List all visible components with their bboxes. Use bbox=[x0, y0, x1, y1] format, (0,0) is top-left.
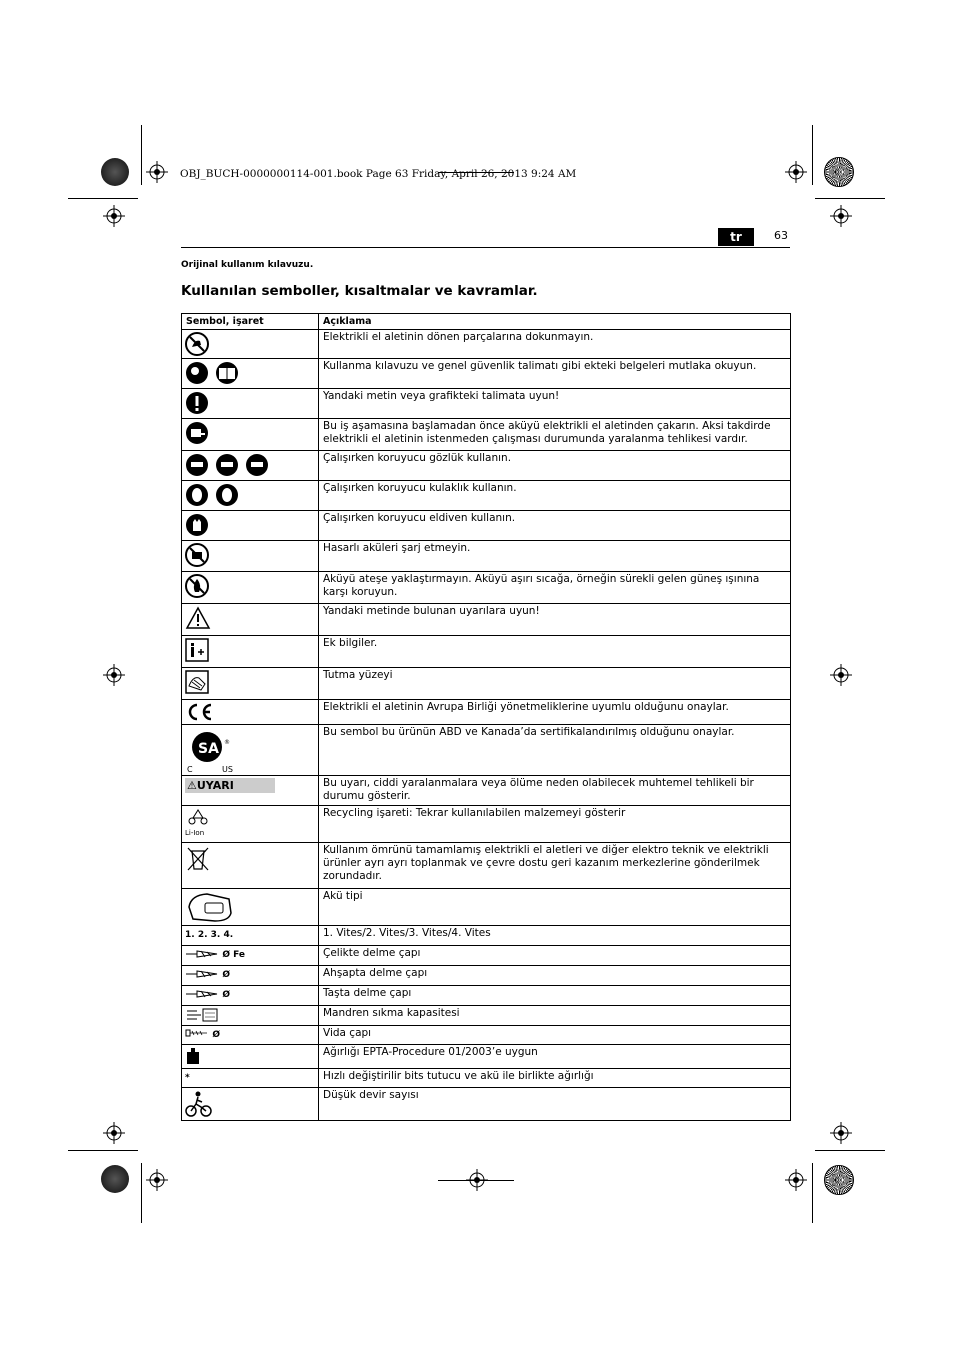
drill-stone-label: Ø bbox=[222, 990, 230, 1000]
svg-text:US: US bbox=[222, 765, 233, 773]
no-charge-damaged-icon bbox=[185, 543, 209, 567]
description-cell: Hızlı değiştirilir bits tutucu ve akü ile birlikte ağırlığı bbox=[319, 1069, 791, 1088]
registration-target-icon bbox=[830, 664, 852, 686]
registration-target-icon bbox=[103, 1122, 125, 1144]
description-cell: Tutma yüzeyi bbox=[319, 668, 791, 700]
symbol-cell bbox=[182, 541, 319, 572]
no-touch-rotating-icon bbox=[185, 332, 209, 356]
symbol-cell bbox=[182, 419, 319, 451]
description-cell: Ahşapta delme çapı bbox=[319, 966, 791, 986]
symbol-cell bbox=[182, 1069, 319, 1088]
table-row bbox=[182, 511, 791, 541]
description-cell: Bu uyarı, ciddi yaralanmalara veya ölüme neden olabilecek muhtemel tehlikeli bir durumu gösterir. bbox=[319, 776, 791, 806]
drill-steel-icon bbox=[185, 948, 219, 960]
table-row bbox=[182, 419, 791, 451]
table-row bbox=[182, 926, 791, 946]
symbol-cell bbox=[182, 668, 319, 700]
registration-rosette bbox=[824, 1165, 854, 1195]
table-row bbox=[182, 946, 791, 966]
registration-target-icon bbox=[785, 1169, 807, 1191]
symbol-cell bbox=[182, 946, 319, 966]
symbol-cell bbox=[182, 451, 319, 481]
asterisk-icon: * bbox=[185, 1073, 190, 1083]
recycling-icon bbox=[185, 808, 211, 826]
table-row bbox=[182, 1088, 791, 1121]
registration-rosette bbox=[101, 1165, 129, 1193]
chuck-capacity-icon bbox=[185, 1008, 219, 1022]
registration-rosette bbox=[824, 157, 854, 187]
gear-speed-icon: 1. 2. 3. 4. bbox=[185, 930, 234, 940]
description-cell: Çalışırken koruyucu kulaklık kullanın. bbox=[319, 481, 791, 511]
language-tag: tr bbox=[718, 228, 754, 246]
crop-mark bbox=[68, 1150, 138, 1151]
symbol-cell bbox=[182, 572, 319, 604]
description-cell: Vida çapı bbox=[319, 1026, 791, 1045]
symbol-cell bbox=[182, 359, 319, 389]
document-type: Orijinal kullanım kılavuzu. bbox=[181, 260, 314, 270]
remove-battery-icon bbox=[185, 421, 209, 445]
symbol-cell bbox=[182, 636, 319, 668]
table-row bbox=[182, 1006, 791, 1026]
symbol-cell bbox=[182, 700, 319, 725]
table-row bbox=[182, 481, 791, 511]
description-cell: Ek bilgiler. bbox=[319, 636, 791, 668]
table-row bbox=[182, 572, 791, 604]
description-cell: Aküyü ateşe yaklaştırmayın. Aküyü aşırı sıcağa, örneğin sürekli gelen güneş ışınına karşı koruyun. bbox=[319, 572, 791, 604]
table-row bbox=[182, 1045, 791, 1069]
drill-steel-label: Ø Fe bbox=[222, 950, 246, 960]
symbols-table bbox=[181, 313, 791, 1121]
table-row bbox=[182, 636, 791, 668]
crop-mark bbox=[68, 198, 138, 199]
screw-diameter-label: Ø bbox=[212, 1030, 220, 1040]
table-row bbox=[182, 776, 791, 806]
ce-mark-icon bbox=[185, 702, 215, 722]
crop-mark bbox=[812, 125, 813, 185]
warning-label-text: UYARI bbox=[196, 779, 234, 792]
symbol-cell bbox=[182, 1006, 319, 1026]
symbol-cell bbox=[182, 806, 319, 843]
crop-mark bbox=[141, 125, 142, 185]
read-manual-icon bbox=[185, 361, 241, 385]
table-row bbox=[182, 966, 791, 986]
page-number: 63 bbox=[774, 229, 788, 242]
registration-target-icon bbox=[830, 205, 852, 227]
crop-mark bbox=[141, 1163, 142, 1223]
svg-text:SA: SA bbox=[198, 741, 219, 757]
description-cell: Çelikte delme çapı bbox=[319, 946, 791, 966]
crop-mark bbox=[812, 1163, 813, 1223]
csa-mark-icon bbox=[185, 727, 235, 773]
low-speed-cyclist-icon bbox=[185, 1090, 213, 1118]
registration-target-icon bbox=[103, 664, 125, 686]
table-row bbox=[182, 359, 791, 389]
symbol-cell bbox=[182, 986, 319, 1006]
symbol-cell bbox=[182, 776, 319, 806]
table-row bbox=[182, 986, 791, 1006]
registration-target-icon bbox=[830, 1122, 852, 1144]
symbol-cell bbox=[182, 330, 319, 359]
symbol-cell bbox=[182, 1088, 319, 1121]
screw-diameter-icon bbox=[185, 1028, 209, 1038]
drill-wood-label: Ø bbox=[222, 970, 230, 980]
warning-label-icon: ⚠UYARI bbox=[185, 778, 275, 793]
symbol-cell bbox=[182, 1045, 319, 1069]
no-fire-icon bbox=[185, 574, 209, 598]
symbol-cell bbox=[182, 481, 319, 511]
eye-protection-icon bbox=[185, 453, 269, 477]
registration-target-icon bbox=[146, 161, 168, 183]
description-cell: Bu iş aşamasına başlamadan önce aküyü elektrikli el aletinden çakarın. Aksi takdirde elektrikli el aletinin istenmeden çalışması durumunda yaralanma tehlikesi vardır. bbox=[319, 419, 791, 451]
table-row bbox=[182, 843, 791, 889]
table-row bbox=[182, 389, 791, 419]
description-cell: Taşta delme çapı bbox=[319, 986, 791, 1006]
drill-wood-icon bbox=[185, 968, 219, 980]
section-title: Kullanılan semboller, kısaltmalar ve kavramlar. bbox=[181, 283, 538, 299]
table-header-row bbox=[182, 314, 791, 330]
exclamation-icon bbox=[185, 391, 209, 415]
crop-mark bbox=[815, 198, 885, 199]
ear-protection-icon bbox=[185, 483, 241, 507]
column-header-symbol: Sembol, işaret bbox=[182, 314, 319, 330]
description-cell: 1. Vites/2. Vites/3. Vites/4. Vites bbox=[319, 926, 791, 946]
table-row bbox=[182, 1026, 791, 1045]
weee-bin-icon bbox=[185, 845, 211, 873]
description-cell: Elektrikli el aletinin Avrupa Birliği yönetmeliklerine uyumlu olduğunu onaylar. bbox=[319, 700, 791, 725]
description-cell: Düşük devir sayısı bbox=[319, 1088, 791, 1121]
column-header-description: Açıklama bbox=[319, 314, 791, 330]
crop-mark bbox=[815, 1150, 885, 1151]
drill-stone-icon bbox=[185, 988, 219, 1000]
symbol-cell bbox=[182, 889, 319, 926]
table-row bbox=[182, 1069, 791, 1088]
table-row bbox=[182, 806, 791, 843]
table-row bbox=[182, 700, 791, 725]
description-cell: Kullanım ömrünü tamamlamış elektrikli el aletleri ve diğer elektro teknik ve elektrikli ürünler ayrı ayrı toplanmak ve çevre dostu geri kazanım merkezlerine gönderilmek zorundadır. bbox=[319, 843, 791, 889]
svg-text:®: ® bbox=[224, 739, 230, 746]
table-row bbox=[182, 451, 791, 481]
table-row bbox=[182, 541, 791, 572]
table-row bbox=[182, 889, 791, 926]
description-cell: Ağırlığı EPTA-Procedure 01/2003’e uygun bbox=[319, 1045, 791, 1069]
book-info: OBJ_BUCH-0000000114-001.book Page 63 Friday, April 26, 2013 9:24 AM bbox=[180, 168, 577, 180]
grip-surface-icon bbox=[185, 670, 209, 694]
header-rule bbox=[181, 247, 790, 248]
symbol-cell bbox=[182, 966, 319, 986]
battery-type-icon bbox=[185, 891, 235, 923]
info-plus-icon bbox=[185, 638, 209, 662]
description-cell: Yandaki metin veya grafikteki talimata uyun! bbox=[319, 389, 791, 419]
description-cell: Çalışırken koruyucu eldiven kullanın. bbox=[319, 511, 791, 541]
symbol-cell bbox=[182, 926, 319, 946]
symbol-cell bbox=[182, 1026, 319, 1045]
description-cell: Bu sembol bu ürünün ABD ve Kanada’da sertifikalandırılmış olduğunu onaylar. bbox=[319, 725, 791, 776]
description-cell: Elektrikli el aletinin dönen parçalarına dokunmayın. bbox=[319, 330, 791, 359]
symbol-cell bbox=[182, 389, 319, 419]
symbol-cell bbox=[182, 725, 319, 776]
gloves-icon bbox=[185, 513, 209, 537]
symbol-cell bbox=[182, 511, 319, 541]
table-row bbox=[182, 668, 791, 700]
li-ion-label: Li-Ion bbox=[185, 829, 205, 837]
weight-icon bbox=[185, 1047, 201, 1065]
symbol-cell bbox=[182, 843, 319, 889]
description-cell: Kullanma kılavuzu ve genel güvenlik talimatı gibi ekteki belgeleri mutlaka okuyun. bbox=[319, 359, 791, 389]
table-row bbox=[182, 725, 791, 776]
description-cell: Hasarlı aküleri şarj etmeyin. bbox=[319, 541, 791, 572]
description-cell: Mandren sıkma kapasitesi bbox=[319, 1006, 791, 1026]
registration-target-icon bbox=[466, 1169, 488, 1191]
symbol-cell bbox=[182, 604, 319, 636]
warning-triangle-icon bbox=[185, 606, 211, 630]
table-row bbox=[182, 604, 791, 636]
table-row bbox=[182, 330, 791, 359]
description-cell: Akü tipi bbox=[319, 889, 791, 926]
svg-text:C: C bbox=[187, 765, 193, 773]
description-cell: Yandaki metinde bulunan uyarılara uyun! bbox=[319, 604, 791, 636]
registration-rosette bbox=[101, 158, 129, 186]
registration-target-icon bbox=[146, 1169, 168, 1191]
description-cell: Çalışırken koruyucu gözlük kullanın. bbox=[319, 451, 791, 481]
registration-target-icon bbox=[785, 161, 807, 183]
description-cell: Recycling işareti: Tekrar kullanılabilen malzemeyi gösterir bbox=[319, 806, 791, 843]
registration-target-icon bbox=[103, 205, 125, 227]
